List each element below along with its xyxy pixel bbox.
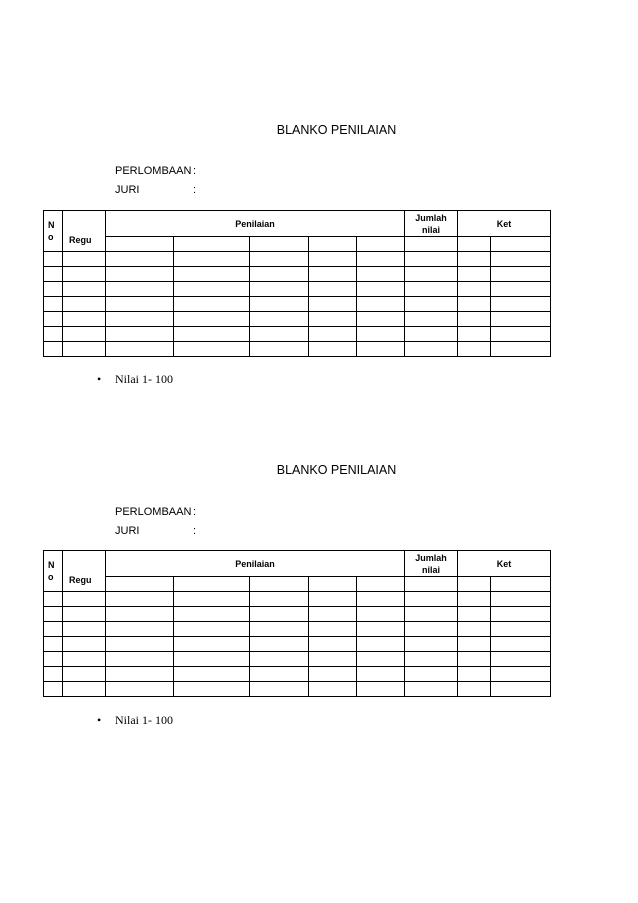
header-no-line2: o bbox=[48, 572, 54, 582]
regu-cell[interactable] bbox=[63, 342, 106, 357]
header-ket: Ket bbox=[458, 551, 551, 577]
form-fields bbox=[115, 162, 196, 200]
table-row bbox=[44, 667, 551, 682]
total-cell[interactable] bbox=[405, 252, 458, 267]
note-cell[interactable] bbox=[458, 282, 491, 297]
note-text: Nilai 1- 100 bbox=[115, 713, 173, 727]
note-cell[interactable] bbox=[491, 312, 551, 327]
field-label: JURI bbox=[115, 184, 140, 196]
total-cell[interactable] bbox=[405, 237, 458, 252]
table-row bbox=[44, 267, 551, 282]
regu-cell[interactable] bbox=[63, 607, 106, 622]
score-cell[interactable] bbox=[357, 577, 405, 592]
note-cell[interactable] bbox=[458, 682, 491, 697]
score-cell[interactable] bbox=[250, 267, 309, 282]
regu-cell[interactable] bbox=[63, 252, 106, 267]
score-cell[interactable] bbox=[106, 267, 174, 282]
field-separator: : bbox=[193, 506, 197, 518]
note-cell[interactable] bbox=[491, 592, 551, 607]
table-row bbox=[44, 622, 551, 637]
total-cell[interactable] bbox=[405, 637, 458, 652]
score-cell[interactable] bbox=[357, 637, 405, 652]
score-cell[interactable] bbox=[106, 607, 174, 622]
no-cell[interactable] bbox=[44, 267, 63, 282]
note-cell[interactable] bbox=[491, 327, 551, 342]
score-cell[interactable] bbox=[174, 592, 250, 607]
score-cell[interactable] bbox=[174, 282, 250, 297]
no-cell[interactable] bbox=[44, 297, 63, 312]
score-table bbox=[43, 210, 551, 357]
score-cell[interactable] bbox=[357, 282, 405, 297]
score-cell[interactable] bbox=[250, 652, 309, 667]
field-separator: : bbox=[193, 165, 197, 177]
score-cell[interactable] bbox=[174, 237, 250, 252]
no-cell[interactable] bbox=[44, 667, 63, 682]
score-cell[interactable] bbox=[357, 607, 405, 622]
score-cell[interactable] bbox=[106, 682, 174, 697]
header-jumlah-line1: Jumlah bbox=[415, 212, 447, 223]
score-cell[interactable] bbox=[106, 577, 174, 592]
note-cell[interactable] bbox=[458, 297, 491, 312]
score-cell[interactable] bbox=[357, 312, 405, 327]
score-cell[interactable] bbox=[106, 342, 174, 357]
note-cell[interactable] bbox=[458, 622, 491, 637]
note-cell[interactable] bbox=[491, 237, 551, 252]
total-cell[interactable] bbox=[405, 607, 458, 622]
no-cell[interactable] bbox=[44, 252, 63, 267]
bullet-icon: • bbox=[97, 713, 102, 727]
header-penilaian: Penilaian bbox=[106, 211, 405, 237]
score-cell[interactable] bbox=[250, 637, 309, 652]
score-cell[interactable] bbox=[174, 607, 250, 622]
regu-cell[interactable] bbox=[63, 637, 106, 652]
table-row bbox=[44, 342, 551, 357]
note-cell[interactable] bbox=[458, 327, 491, 342]
score-cell[interactable] bbox=[250, 312, 309, 327]
score-cell[interactable] bbox=[357, 667, 405, 682]
score-cell[interactable] bbox=[106, 297, 174, 312]
score-cell[interactable] bbox=[357, 682, 405, 697]
score-cell[interactable] bbox=[106, 282, 174, 297]
score-cell[interactable] bbox=[174, 312, 250, 327]
score-cell[interactable] bbox=[309, 327, 357, 342]
table-row bbox=[44, 252, 551, 267]
score-cell[interactable] bbox=[106, 652, 174, 667]
header-jumlah-line2: nilai bbox=[422, 564, 441, 575]
score-cell[interactable] bbox=[250, 237, 309, 252]
note-cell[interactable] bbox=[491, 682, 551, 697]
score-cell[interactable] bbox=[309, 267, 357, 282]
field-perlombaan bbox=[115, 162, 196, 181]
score-cell[interactable] bbox=[309, 607, 357, 622]
note-cell[interactable] bbox=[491, 622, 551, 637]
score-cell[interactable] bbox=[357, 342, 405, 357]
score-cell[interactable] bbox=[357, 327, 405, 342]
total-cell[interactable] bbox=[405, 622, 458, 637]
note-cell[interactable] bbox=[458, 667, 491, 682]
table-row bbox=[44, 237, 551, 252]
table-row bbox=[44, 607, 551, 622]
header-jumlah-line2: nilai bbox=[422, 224, 441, 235]
header-no-line2: o bbox=[48, 232, 54, 242]
score-cell[interactable] bbox=[174, 652, 250, 667]
header-jumlah-nilai bbox=[405, 551, 458, 577]
score-cell[interactable] bbox=[106, 327, 174, 342]
note-cell[interactable] bbox=[491, 297, 551, 312]
field-juri bbox=[115, 181, 196, 200]
no-cell[interactable] bbox=[44, 607, 63, 622]
score-cell[interactable] bbox=[106, 622, 174, 637]
table-row bbox=[44, 297, 551, 312]
total-cell[interactable] bbox=[405, 577, 458, 592]
score-cell[interactable] bbox=[309, 282, 357, 297]
score-cell[interactable] bbox=[174, 297, 250, 312]
note-cell[interactable] bbox=[458, 592, 491, 607]
regu-cell[interactable] bbox=[63, 682, 106, 697]
total-cell[interactable] bbox=[405, 667, 458, 682]
no-cell[interactable] bbox=[44, 312, 63, 327]
table-row bbox=[44, 592, 551, 607]
header-no-line1: N bbox=[48, 560, 55, 570]
score-cell[interactable] bbox=[309, 252, 357, 267]
note-cell[interactable] bbox=[491, 637, 551, 652]
score-cell[interactable] bbox=[309, 592, 357, 607]
score-cell[interactable] bbox=[250, 282, 309, 297]
score-cell[interactable] bbox=[309, 667, 357, 682]
table-row bbox=[44, 282, 551, 297]
field-perlombaan bbox=[115, 503, 196, 522]
score-cell[interactable] bbox=[309, 342, 357, 357]
table-row bbox=[44, 652, 551, 667]
table-row bbox=[44, 577, 551, 592]
score-cell[interactable] bbox=[309, 637, 357, 652]
header-jumlah-nilai bbox=[405, 211, 458, 237]
regu-cell[interactable] bbox=[63, 667, 106, 682]
score-cell[interactable] bbox=[250, 577, 309, 592]
header-no-line1: N bbox=[48, 220, 55, 230]
score-cell[interactable] bbox=[174, 682, 250, 697]
score-cell[interactable] bbox=[174, 327, 250, 342]
score-cell[interactable] bbox=[309, 312, 357, 327]
form-title: BLANKO PENILAIAN bbox=[276, 463, 397, 477]
regu-cell[interactable] bbox=[63, 592, 106, 607]
no-cell[interactable] bbox=[44, 342, 63, 357]
note-cell[interactable] bbox=[491, 577, 551, 592]
regu-cell[interactable] bbox=[63, 267, 106, 282]
header-jumlah-line1: Jumlah bbox=[415, 552, 447, 563]
score-cell[interactable] bbox=[250, 622, 309, 637]
no-cell[interactable] bbox=[44, 637, 63, 652]
score-cell[interactable] bbox=[357, 652, 405, 667]
header-regu: Regu bbox=[63, 211, 106, 252]
note-cell[interactable] bbox=[458, 342, 491, 357]
note-cell[interactable] bbox=[458, 607, 491, 622]
score-cell[interactable] bbox=[357, 592, 405, 607]
note-cell[interactable] bbox=[491, 607, 551, 622]
note-cell[interactable] bbox=[491, 267, 551, 282]
note-cell[interactable] bbox=[458, 312, 491, 327]
score-cell[interactable] bbox=[250, 682, 309, 697]
score-cell[interactable] bbox=[174, 267, 250, 282]
header-no bbox=[44, 551, 63, 592]
note-cell[interactable] bbox=[458, 652, 491, 667]
score-cell[interactable] bbox=[174, 342, 250, 357]
score-cell[interactable] bbox=[309, 237, 357, 252]
total-cell[interactable] bbox=[405, 652, 458, 667]
score-cell[interactable] bbox=[250, 252, 309, 267]
score-table bbox=[43, 550, 551, 697]
note-cell[interactable] bbox=[491, 252, 551, 267]
total-cell[interactable] bbox=[405, 282, 458, 297]
score-cell[interactable] bbox=[357, 297, 405, 312]
score-cell[interactable] bbox=[309, 297, 357, 312]
regu-cell[interactable] bbox=[63, 327, 106, 342]
table-row bbox=[44, 312, 551, 327]
score-cell[interactable] bbox=[106, 667, 174, 682]
note-cell[interactable] bbox=[458, 252, 491, 267]
no-cell[interactable] bbox=[44, 622, 63, 637]
table-row bbox=[44, 637, 551, 652]
field-separator: : bbox=[193, 525, 197, 537]
score-cell[interactable] bbox=[357, 622, 405, 637]
note-cell[interactable] bbox=[458, 577, 491, 592]
header-penilaian: Penilaian bbox=[106, 551, 405, 577]
score-cell[interactable] bbox=[309, 652, 357, 667]
header-ket: Ket bbox=[458, 211, 551, 237]
field-separator: : bbox=[193, 184, 197, 196]
field-juri bbox=[115, 522, 196, 541]
no-cell[interactable] bbox=[44, 652, 63, 667]
note-item bbox=[97, 713, 173, 728]
total-cell[interactable] bbox=[405, 682, 458, 697]
total-cell[interactable] bbox=[405, 297, 458, 312]
score-cell[interactable] bbox=[250, 342, 309, 357]
score-cell[interactable] bbox=[106, 637, 174, 652]
total-cell[interactable] bbox=[405, 327, 458, 342]
score-cell[interactable] bbox=[106, 252, 174, 267]
note-cell[interactable] bbox=[491, 282, 551, 297]
score-cell[interactable] bbox=[106, 237, 174, 252]
bullet-icon: • bbox=[97, 372, 102, 386]
score-cell[interactable] bbox=[250, 667, 309, 682]
note-cell[interactable] bbox=[491, 652, 551, 667]
score-cell[interactable] bbox=[106, 312, 174, 327]
field-label: JURI bbox=[115, 525, 140, 537]
header-regu: Regu bbox=[63, 551, 106, 592]
score-cell[interactable] bbox=[174, 667, 250, 682]
score-cell[interactable] bbox=[250, 327, 309, 342]
no-cell[interactable] bbox=[44, 282, 63, 297]
note-cell[interactable] bbox=[458, 637, 491, 652]
score-cell[interactable] bbox=[309, 682, 357, 697]
no-cell[interactable] bbox=[44, 327, 63, 342]
note-cell[interactable] bbox=[458, 267, 491, 282]
note-cell[interactable] bbox=[491, 667, 551, 682]
table-row bbox=[44, 327, 551, 342]
form-title: BLANKO PENILAIAN bbox=[276, 123, 397, 137]
score-cell[interactable] bbox=[174, 622, 250, 637]
total-cell[interactable] bbox=[405, 312, 458, 327]
regu-cell[interactable] bbox=[63, 652, 106, 667]
score-cell[interactable] bbox=[174, 252, 250, 267]
field-label: PERLOMBAAN bbox=[115, 506, 192, 518]
score-cell[interactable] bbox=[174, 637, 250, 652]
score-cell[interactable] bbox=[357, 237, 405, 252]
score-cell[interactable] bbox=[357, 252, 405, 267]
score-cell[interactable] bbox=[309, 622, 357, 637]
field-label: PERLOMBAAN bbox=[115, 165, 192, 177]
regu-cell[interactable] bbox=[63, 297, 106, 312]
score-cell[interactable] bbox=[309, 577, 357, 592]
form-fields bbox=[115, 503, 196, 541]
note-text: Nilai 1- 100 bbox=[115, 372, 173, 386]
score-cell[interactable] bbox=[250, 607, 309, 622]
score-cell[interactable] bbox=[106, 592, 174, 607]
score-cell[interactable] bbox=[174, 577, 250, 592]
total-cell[interactable] bbox=[405, 592, 458, 607]
note-cell[interactable] bbox=[458, 237, 491, 252]
no-cell[interactable] bbox=[44, 592, 63, 607]
table-row bbox=[44, 682, 551, 697]
regu-cell[interactable] bbox=[63, 282, 106, 297]
score-cell[interactable] bbox=[250, 297, 309, 312]
regu-cell[interactable] bbox=[63, 622, 106, 637]
total-cell[interactable] bbox=[405, 342, 458, 357]
regu-cell[interactable] bbox=[63, 312, 106, 327]
score-cell[interactable] bbox=[250, 592, 309, 607]
total-cell[interactable] bbox=[405, 267, 458, 282]
score-cell[interactable] bbox=[357, 267, 405, 282]
note-item bbox=[97, 372, 173, 387]
header-no bbox=[44, 211, 63, 252]
no-cell[interactable] bbox=[44, 682, 63, 697]
note-cell[interactable] bbox=[491, 342, 551, 357]
